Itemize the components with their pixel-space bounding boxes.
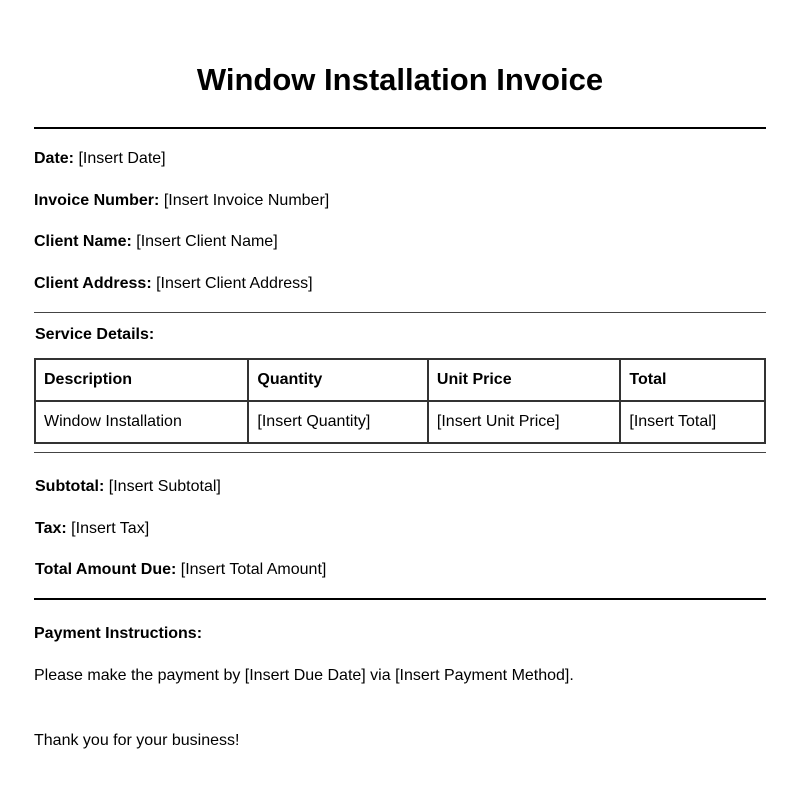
service-details-heading: Service Details: [35,326,155,343]
total-amount-due-field [35,560,326,580]
tax-value: [Insert Tax] [71,520,150,537]
invoice-number-field [34,191,329,211]
column-header-quantity: Quantity [248,359,428,401]
date-label: Date: [34,150,75,167]
invoice-title: Window Installation Invoice [196,62,604,97]
column-header-unit-price: Unit Price [428,359,620,401]
client-address-label: Client Address: [34,275,152,292]
tax-label: Tax: [35,520,67,537]
column-header-description: Description [35,359,248,401]
date-field [34,149,166,169]
cell-quantity: [Insert Quantity] [248,401,428,443]
title-divider [34,127,766,129]
payment-instructions-text: Please make the payment by [Insert Due Date] via [Insert Payment Method]. [34,667,574,684]
invoice-number-label: Invoice Number: [34,192,160,209]
cell-description: Window Installation [35,401,248,443]
totals-divider [34,598,766,600]
subtotal-value: [Insert Subtotal] [108,478,221,495]
subtotal-label: Subtotal: [35,478,105,495]
client-divider [34,312,766,313]
table-divider [34,452,766,453]
total-amount-due-value: [Insert Total Amount] [180,561,327,578]
invoice-number-value: [Insert Invoice Number] [163,192,330,209]
total-amount-due-label: Total Amount Due: [35,561,177,578]
closing-message: Thank you for your business! [34,732,240,749]
column-header-total: Total [620,359,765,401]
cell-total: [Insert Total] [620,401,765,443]
date-value: [Insert Date] [78,150,166,167]
table-header-row [35,359,765,401]
table-row [35,401,765,443]
subtotal-field [35,477,221,497]
client-address-value: [Insert Client Address] [156,275,313,292]
client-address-field [34,274,313,294]
cell-unit-price: [Insert Unit Price] [428,401,620,443]
client-name-value: [Insert Client Name] [136,233,278,250]
client-name-label: Client Name: [34,233,132,250]
service-details-table [34,358,766,444]
client-name-field [34,232,278,252]
payment-instructions-heading: Payment Instructions: [34,625,203,642]
tax-field [35,519,149,539]
